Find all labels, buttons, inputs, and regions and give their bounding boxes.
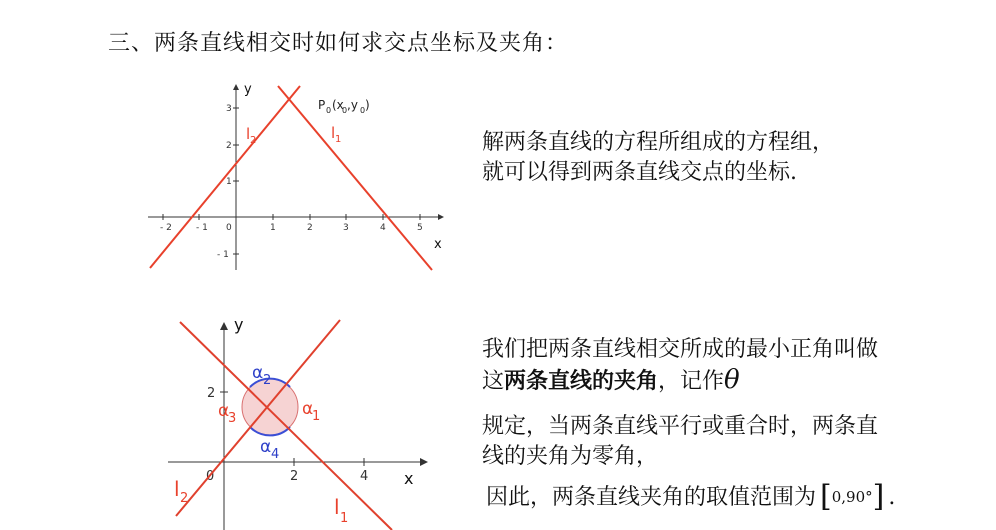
text-fragment: 因此，两条直线夹角的取值范围为 bbox=[486, 485, 817, 510]
svg-text:P: P bbox=[318, 98, 326, 112]
x-tick-label: - 2 bbox=[160, 223, 172, 233]
text-parallel-rule bbox=[482, 412, 878, 472]
x-tick-label: 2 bbox=[290, 469, 299, 484]
x-axis-arrow bbox=[420, 458, 428, 466]
bold-term: 两条直线的夹角 bbox=[504, 368, 659, 394]
alpha3-label: α bbox=[218, 401, 230, 421]
y-tick-label: - 1 bbox=[217, 250, 229, 260]
x-tick-label: 0 bbox=[226, 223, 232, 233]
y-tick-label: 1 bbox=[226, 177, 232, 187]
open-bracket: [ bbox=[820, 479, 832, 514]
svg-text:0: 0 bbox=[326, 106, 332, 115]
text-line: 就可以得到两条直线交点的坐标. bbox=[482, 160, 797, 185]
close-bracket: ] bbox=[872, 479, 885, 514]
line-l1-sub: 1 bbox=[335, 134, 342, 145]
x-axis-label: x bbox=[404, 469, 414, 488]
line-l1-label: l bbox=[331, 124, 336, 142]
y-tick-label: 2 bbox=[207, 386, 216, 401]
period: . bbox=[888, 485, 896, 510]
section-title: 三、两条直线相交时如何求交点坐标及夹角： bbox=[108, 31, 569, 56]
text-line bbox=[482, 365, 878, 397]
line-l2-label: l bbox=[246, 125, 251, 143]
text-intersection bbox=[482, 128, 834, 188]
alpha4-label: α bbox=[260, 437, 272, 457]
x-axis-label: x bbox=[434, 237, 442, 252]
line-l2-label: l bbox=[174, 477, 180, 501]
range-value: 0,90° bbox=[831, 488, 873, 506]
svg-text:,y: ,y bbox=[347, 98, 358, 112]
line-l1 bbox=[180, 322, 392, 530]
theta-symbol: θ bbox=[724, 365, 740, 395]
alpha2-label: α bbox=[252, 363, 264, 383]
svg-text:): ) bbox=[365, 98, 370, 112]
x-tick-label: 0 bbox=[206, 469, 215, 484]
y-axis-label: y bbox=[244, 82, 252, 97]
alpha4-sub: 4 bbox=[271, 447, 280, 462]
alpha1-label: α bbox=[302, 399, 314, 419]
y-tick-label: 2 bbox=[226, 141, 232, 151]
line-l1-sub: 1 bbox=[340, 511, 349, 526]
x-tick-label: 1 bbox=[270, 223, 276, 233]
text-line: 线的夹角为零角， bbox=[482, 444, 659, 469]
x-tick-label: 2 bbox=[307, 223, 313, 233]
line-l2-sub: 2 bbox=[250, 135, 257, 146]
x-tick-label: 4 bbox=[380, 223, 386, 233]
svg-text:(x: (x bbox=[332, 98, 344, 112]
text-fragment: ，记作 bbox=[658, 369, 725, 394]
alpha1-sub: 1 bbox=[312, 409, 321, 424]
text-angle-definition bbox=[482, 335, 878, 397]
svg-text:0: 0 bbox=[342, 106, 348, 115]
x-tick-label: 4 bbox=[360, 469, 369, 484]
text-fragment: 这 bbox=[482, 369, 505, 394]
alpha3-sub: 3 bbox=[228, 411, 237, 426]
x-tick-label: - 1 bbox=[196, 223, 208, 233]
text-line: 解两条直线的方程所组成的方程组， bbox=[482, 130, 835, 155]
y-axis-arrow bbox=[220, 322, 228, 330]
svg-text:0: 0 bbox=[360, 106, 366, 115]
x-tick-label: 3 bbox=[343, 223, 349, 233]
text-line: 我们把两条直线相交所成的最小正角叫做 bbox=[482, 337, 879, 362]
line-l2-sub: 2 bbox=[180, 491, 189, 506]
text-angle-range bbox=[486, 480, 895, 514]
y-axis-label: y bbox=[234, 315, 244, 334]
line-l1-label: l bbox=[334, 495, 340, 519]
range-interval bbox=[816, 478, 888, 512]
x-tick-label: 5 bbox=[417, 223, 423, 233]
y-tick-label: 3 bbox=[226, 104, 232, 114]
alpha2-sub: 2 bbox=[263, 373, 272, 388]
text-line: 规定，当两条直线平行或重合时，两条直 bbox=[482, 414, 879, 439]
